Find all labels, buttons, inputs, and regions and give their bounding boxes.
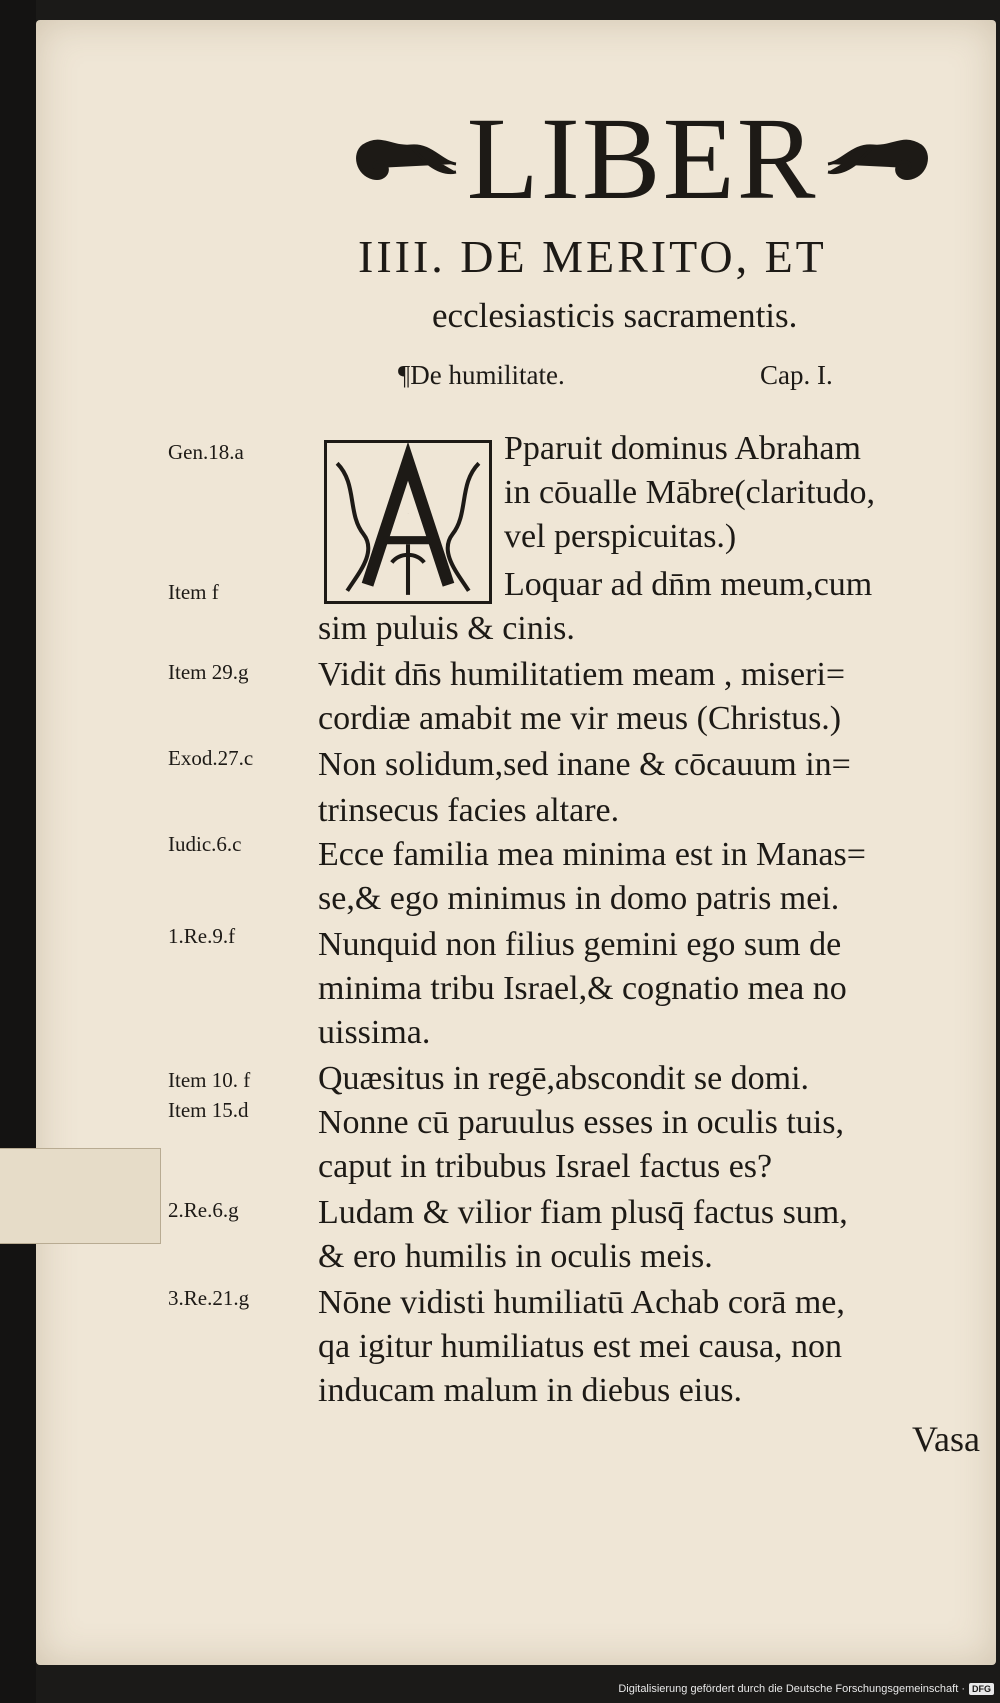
text-line: caput in tribubus Israel factus es? [318,1148,773,1185]
text-line: cordiæ amabit me vir meus (Christus.) [318,700,842,737]
margin-ref-6: 1.Re.9.f [168,924,236,948]
chapter-title: ¶De humilitate. [398,360,565,390]
left-ornament-icon [351,124,461,194]
text-line: Ludam & vilior fiam plusq̄ factus sum, [318,1194,848,1231]
margin-ref-1: Gen.18.a [168,440,244,464]
margin-ref-8: Item 15.d [168,1098,249,1122]
margin-ref-10: 3.Re.21.g [168,1286,250,1310]
chapter-number: Cap. I. [760,360,833,390]
text-line: uissima. [318,1014,431,1051]
margin-ref-7: Item 10. f [168,1068,251,1092]
text-line: Pparuit dominus Abraham [504,430,861,467]
credit-text: Digitalisierung gefördert durch die Deutsche Forschungsgemeinschaft · [618,1683,965,1695]
digitization-credit [618,1683,994,1695]
margin-ref-5: Iudic.6.c [168,832,242,856]
catchword: Vasa [912,1419,980,1459]
text-line: Quæsitus in regē,abscondit se domi. [318,1060,810,1097]
initial-letter-icon [327,443,489,601]
text-line: Loquar ad dn̄m meum,cum [504,566,873,603]
text-line: Vidit dn̄s humilitatiem meam , miseri= [318,656,846,693]
text-line: minima tribu Israel,& cognatio mea no [318,970,847,1007]
right-ornament-icon [823,124,933,194]
margin-ref-9: 2.Re.6.g [168,1198,239,1222]
text-line: Non solidum,sed inane & cōcauum in= [318,746,851,783]
book-title: LIBER [466,93,818,224]
text-line: Ecce familia mea minima est in Manas= [318,836,866,873]
text-line: Nōne vidisti humiliatū Achab corā me, [318,1284,845,1321]
text-line: se,& ego minimus in domo patris mei. [318,880,840,917]
text-line: inducam malum in diebus eius. [318,1372,742,1409]
scan-left-edge [0,0,36,1703]
text-line: Nonne cū paruulus esses in oculis tuis, [318,1104,844,1141]
text-line: qa igitur humiliatus est mei causa, non [318,1328,843,1365]
text-line: Nunquid non filius gemini ego sum de [318,926,842,963]
text-line: in cōualle Mābre(claritudo, [504,474,876,511]
text-line: vel perspicuitas.) [504,518,737,555]
page-title-block [312,93,972,224]
dfg-logo-icon: DFG [969,1683,994,1695]
book-subtitle-line-2: ecclesiasticis sacramentis. [432,296,798,335]
page-tab-marker [0,1148,161,1244]
book-subtitle: IIII. DE MERITO, ET [358,231,827,282]
decorated-initial [324,440,492,604]
text-line: trinsecus facies altare. [318,792,620,829]
margin-ref-2: Item f [168,580,219,604]
initial-letter: A [407,513,409,515]
margin-ref-4: Exod.27.c [168,746,254,770]
text-line: sim puluis & cinis. [318,610,575,647]
margin-ref-3: Item 29.g [168,660,249,684]
text-line: & ero humilis in oculis meis. [318,1238,713,1275]
